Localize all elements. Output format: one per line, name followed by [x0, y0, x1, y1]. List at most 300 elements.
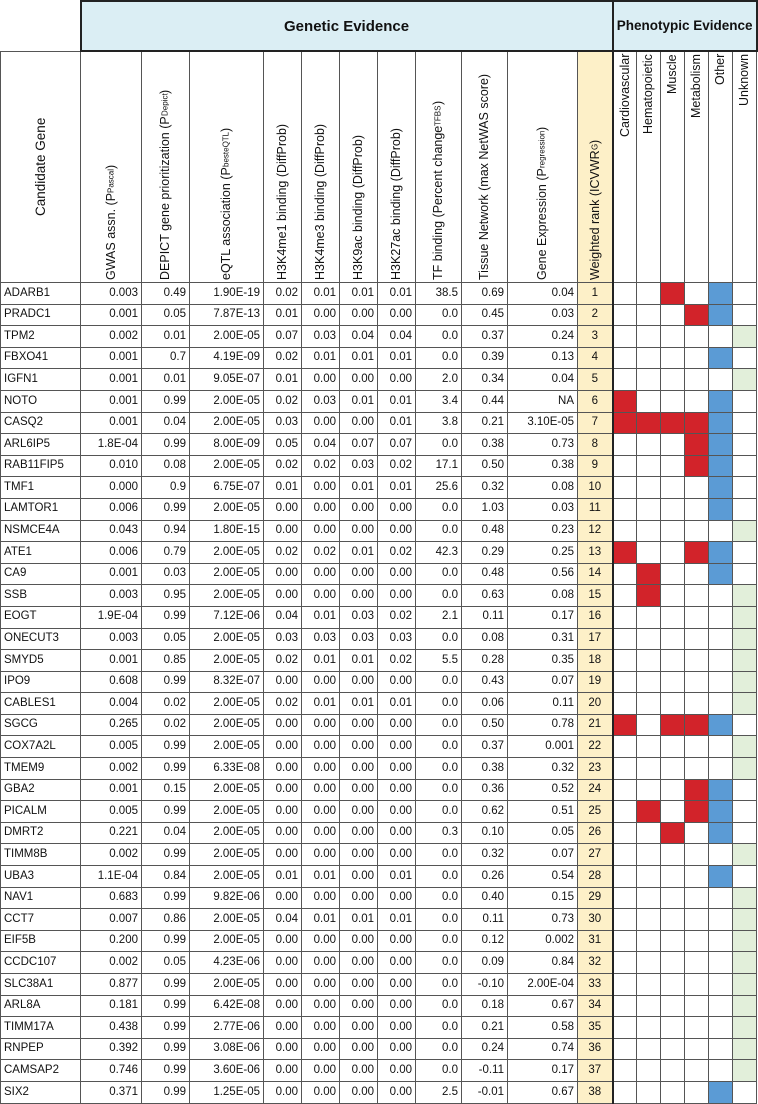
- gene-name-cell: SLC38A1: [1, 974, 81, 996]
- phenotype-cell-cardiovascular: [613, 498, 637, 520]
- phenotype-cell-cardiovascular: [613, 1017, 637, 1039]
- value-cell: 0.48: [462, 563, 508, 585]
- gene-name-cell: ONECUT3: [1, 628, 81, 650]
- column-header-label: [158, 54, 172, 280]
- value-cell: 0.49: [142, 283, 190, 305]
- phenotype-cell-other: [709, 974, 733, 996]
- phenotype-cell-hematopoietic: [637, 628, 661, 650]
- phenotype-cell-cardiovascular: [613, 909, 637, 931]
- value-cell: 0.01: [378, 347, 416, 369]
- phenotype-header-unknown: [733, 51, 757, 283]
- candidate-gene-header: [1, 51, 81, 283]
- weighted-rank-cell: 15: [578, 585, 613, 607]
- value-cell: 0.84: [142, 866, 190, 888]
- phenotype-cell-cardiovascular: [613, 1038, 637, 1060]
- value-cell: 0.34: [462, 369, 508, 391]
- phenotype-cell-unknown: [733, 434, 757, 456]
- value-cell: 0.006: [81, 498, 142, 520]
- phenotype-cell-unknown: [733, 498, 757, 520]
- phenotype-cell-muscle: [661, 498, 685, 520]
- value-cell: 0.05: [508, 822, 578, 844]
- phenotype-cell-metabolism: [685, 369, 709, 391]
- phenotype-cell-metabolism: [685, 693, 709, 715]
- column-header-label: [313, 54, 327, 280]
- value-cell: 0.00: [302, 1038, 340, 1060]
- phenotype-cell-muscle: [661, 930, 685, 952]
- phenotype-cell-unknown: [733, 1017, 757, 1039]
- value-cell: 0.86: [142, 909, 190, 931]
- phenotype-header-other: [709, 51, 733, 283]
- phenotype-cell-cardiovascular: [613, 563, 637, 585]
- value-cell: 25.6: [416, 477, 462, 499]
- phenotype-cell-cardiovascular: [613, 542, 637, 564]
- weighted-rank-cell: 29: [578, 887, 613, 909]
- phenotype-cell-other: [709, 326, 733, 348]
- value-cell: 0.371: [81, 1081, 142, 1103]
- value-cell: 0.02: [378, 650, 416, 672]
- gene-name-cell: LAMTOR1: [1, 498, 81, 520]
- phenotype-cell-hematopoietic: [637, 369, 661, 391]
- phenotype-cell-unknown: [733, 693, 757, 715]
- phenotype-cell-cardiovascular: [613, 801, 637, 823]
- value-cell: 0.00: [264, 520, 302, 542]
- phenotype-cell-hematopoietic: [637, 671, 661, 693]
- phenotype-cell-metabolism: [685, 758, 709, 780]
- value-cell: 0.0: [416, 866, 462, 888]
- weighted-rank-cell: 23: [578, 758, 613, 780]
- value-cell: 0.00: [264, 714, 302, 736]
- value-cell: 0.99: [142, 801, 190, 823]
- value-cell: 0.35: [508, 650, 578, 672]
- phenotype-cell-metabolism: [685, 304, 709, 326]
- value-cell: 0.00: [378, 995, 416, 1017]
- value-cell: 0.00: [378, 801, 416, 823]
- value-cell: 8.32E-07: [190, 671, 264, 693]
- value-cell: 0.01: [378, 390, 416, 412]
- value-cell: 0.05: [142, 628, 190, 650]
- value-cell: 0.00: [340, 930, 378, 952]
- value-cell: 0.002: [81, 758, 142, 780]
- value-cell: 0.00: [302, 477, 340, 499]
- value-cell: 2.00E-05: [190, 390, 264, 412]
- gene-name-cell: PRADC1: [1, 304, 81, 326]
- column-header-1: [142, 51, 190, 283]
- value-cell: 0.03: [302, 628, 340, 650]
- phenotype-cell-unknown: [733, 455, 757, 477]
- column-header-tail: ): [431, 101, 446, 106]
- gene-name-cell: GBA2: [1, 779, 81, 801]
- value-cell: 0.01: [302, 650, 340, 672]
- weighted-rank-cell: 4: [578, 347, 613, 369]
- table-row: [1, 390, 757, 412]
- weighted-rank-cell: 3: [578, 326, 613, 348]
- value-cell: 0.02: [378, 542, 416, 564]
- phenotype-cell-cardiovascular: [613, 974, 637, 996]
- value-cell: 38.5: [416, 283, 462, 305]
- value-cell: 0.38: [462, 758, 508, 780]
- phenotype-cell-metabolism: [685, 952, 709, 974]
- table-row: [1, 520, 757, 542]
- phenotype-cell-other: [709, 650, 733, 672]
- phenotype-cell-metabolism: [685, 736, 709, 758]
- value-cell: 0.00: [264, 758, 302, 780]
- value-cell: 0.29: [462, 542, 508, 564]
- value-cell: 0.00: [302, 1017, 340, 1039]
- phenotype-cell-hematopoietic: [637, 542, 661, 564]
- value-cell: 0.01: [142, 326, 190, 348]
- phenotype-cell-metabolism: [685, 326, 709, 348]
- value-cell: 0.50: [462, 714, 508, 736]
- value-cell: 0.21: [462, 1017, 508, 1039]
- weighted-rank-cell: 6: [578, 390, 613, 412]
- weighted-rank-cell: 35: [578, 1017, 613, 1039]
- phenotype-cell-other: [709, 1081, 733, 1103]
- phenotype-cell-muscle: [661, 866, 685, 888]
- value-cell: 0.07: [508, 671, 578, 693]
- value-cell: 0.00: [340, 758, 378, 780]
- value-cell: 2.00E-05: [190, 866, 264, 888]
- value-cell: 0.0: [416, 1038, 462, 1060]
- weighted-rank-cell: 14: [578, 563, 613, 585]
- value-cell: 0.56: [508, 563, 578, 585]
- value-cell: 0.15: [142, 779, 190, 801]
- value-cell: 0.00: [264, 1060, 302, 1082]
- value-cell: 2.00E-05: [190, 455, 264, 477]
- phenotype-cell-muscle: [661, 974, 685, 996]
- phenotype-cell-muscle: [661, 952, 685, 974]
- weighted-rank-cell: 12: [578, 520, 613, 542]
- phenotype-cell-cardiovascular: [613, 952, 637, 974]
- value-cell: 0.043: [81, 520, 142, 542]
- value-cell: 4.23E-06: [190, 952, 264, 974]
- value-cell: 0.11: [508, 693, 578, 715]
- gene-name-cell: ADARB1: [1, 283, 81, 305]
- value-cell: 0.001: [81, 779, 142, 801]
- column-header-0: [81, 51, 142, 283]
- value-cell: 2.0: [416, 369, 462, 391]
- value-cell: 0.0: [416, 844, 462, 866]
- phenotype-cell-muscle: [661, 714, 685, 736]
- value-cell: 0.00: [302, 412, 340, 434]
- value-cell: 0.221: [81, 822, 142, 844]
- corner-blank: [1, 1, 81, 51]
- table-row: [1, 369, 757, 391]
- value-cell: 0.31: [508, 628, 578, 650]
- table-row: [1, 283, 757, 305]
- value-cell: 0.00: [302, 520, 340, 542]
- value-cell: 0.95: [142, 585, 190, 607]
- gene-name-cell: CASQ2: [1, 412, 81, 434]
- column-header-tail: ): [587, 139, 602, 145]
- phenotype-cell-unknown: [733, 952, 757, 974]
- value-cell: 0.40: [462, 887, 508, 909]
- phenotype-cell-metabolism: [685, 887, 709, 909]
- gene-name-cell: ARL6IP5: [1, 434, 81, 456]
- value-cell: 0.0: [416, 520, 462, 542]
- phenotype-cell-other: [709, 563, 733, 585]
- value-cell: 0.00: [264, 1038, 302, 1060]
- phenotype-cell-hematopoietic: [637, 304, 661, 326]
- value-cell: 0.03: [302, 390, 340, 412]
- column-header-label: [389, 54, 403, 280]
- value-cell: 0.00: [264, 974, 302, 996]
- phenotype-header-label: Unknown: [737, 54, 752, 107]
- phenotype-cell-cardiovascular: [613, 455, 637, 477]
- phenotype-cell-hematopoietic: [637, 1081, 661, 1103]
- value-cell: 0.00: [378, 758, 416, 780]
- value-cell: 0.01: [264, 369, 302, 391]
- table-row: [1, 1060, 757, 1082]
- value-cell: 0.00: [340, 714, 378, 736]
- value-cell: 0.00: [378, 736, 416, 758]
- value-cell: 0.00: [264, 887, 302, 909]
- value-cell: 0.00: [340, 1038, 378, 1060]
- gene-name-cell: TIMM8B: [1, 844, 81, 866]
- table-row: [1, 412, 757, 434]
- phenotype-cell-metabolism: [685, 671, 709, 693]
- column-header-label: [477, 54, 491, 280]
- value-cell: 0.9: [142, 477, 190, 499]
- value-cell: 0.01: [340, 390, 378, 412]
- gene-name-cell: TIMM17A: [1, 1017, 81, 1039]
- phenotype-cell-unknown: [733, 974, 757, 996]
- phenotype-cell-muscle: [661, 671, 685, 693]
- table-row: [1, 434, 757, 456]
- weighted-rank-cell: 25: [578, 801, 613, 823]
- phenotype-cell-muscle: [661, 1081, 685, 1103]
- phenotype-cell-muscle: [661, 1038, 685, 1060]
- column-header-label: [535, 54, 549, 280]
- value-cell: 0.001: [81, 369, 142, 391]
- value-cell: 2.5: [416, 1081, 462, 1103]
- phenotype-cell-metabolism: [685, 1060, 709, 1082]
- phenotype-cell-other: [709, 347, 733, 369]
- value-cell: 0.00: [378, 498, 416, 520]
- value-cell: 0.00: [302, 304, 340, 326]
- value-cell: 0.17: [508, 1060, 578, 1082]
- phenotype-cell-muscle: [661, 606, 685, 628]
- value-cell: 6.42E-08: [190, 995, 264, 1017]
- value-cell: 2.00E-04: [508, 974, 578, 996]
- column-header-7: [416, 51, 462, 283]
- phenotype-cell-hematopoietic: [637, 585, 661, 607]
- value-cell: 0.877: [81, 974, 142, 996]
- phenotype-cell-other: [709, 434, 733, 456]
- value-cell: 0.03: [264, 412, 302, 434]
- value-cell: 0.01: [302, 909, 340, 931]
- value-cell: 0.00: [378, 822, 416, 844]
- value-cell: 0.00: [264, 930, 302, 952]
- value-cell: 0.002: [81, 326, 142, 348]
- value-cell: 1.90E-19: [190, 283, 264, 305]
- phenotype-cell-hematopoietic: [637, 606, 661, 628]
- gene-name-cell: ATE1: [1, 542, 81, 564]
- weighted-rank-cell: 32: [578, 952, 613, 974]
- phenotype-cell-metabolism: [685, 974, 709, 996]
- weighted-rank-cell: 22: [578, 736, 613, 758]
- phenotype-cell-cardiovascular: [613, 347, 637, 369]
- value-cell: 0.39: [462, 347, 508, 369]
- value-cell: 1.8E-04: [81, 434, 142, 456]
- gene-name-cell: EOGT: [1, 606, 81, 628]
- phenotype-header-muscle: [661, 51, 685, 283]
- table-row: [1, 650, 757, 672]
- phenotype-cell-unknown: [733, 822, 757, 844]
- gene-name-cell: SSB: [1, 585, 81, 607]
- value-cell: 0.00: [378, 844, 416, 866]
- value-cell: 0.01: [340, 542, 378, 564]
- value-cell: 9.05E-07: [190, 369, 264, 391]
- value-cell: 0.0: [416, 693, 462, 715]
- phenotype-cell-hematopoietic: [637, 347, 661, 369]
- value-cell: 0.18: [462, 995, 508, 1017]
- column-header-text: H3K4me1 binding (DiffProb): [275, 123, 290, 280]
- phenotype-cell-metabolism: [685, 606, 709, 628]
- phenotype-cell-other: [709, 779, 733, 801]
- phenotype-cell-unknown: [733, 520, 757, 542]
- phenotype-header-label: Metabolism: [689, 54, 704, 118]
- phenotype-cell-unknown: [733, 283, 757, 305]
- phenotype-cell-metabolism: [685, 909, 709, 931]
- gene-name-cell: NSMCE4A: [1, 520, 81, 542]
- value-cell: 0.02: [264, 390, 302, 412]
- weighted-rank-cell: 30: [578, 909, 613, 931]
- gene-name-cell: RAB11FIP5: [1, 455, 81, 477]
- gene-name-cell: IPO9: [1, 671, 81, 693]
- phenotype-cell-unknown: [733, 909, 757, 931]
- value-cell: 0.00: [378, 779, 416, 801]
- value-cell: 0.0: [416, 498, 462, 520]
- value-cell: 0.01: [302, 866, 340, 888]
- value-cell: 0.00: [264, 1017, 302, 1039]
- phenotypic-evidence-title: Phenotypic Evidence: [613, 1, 757, 51]
- value-cell: 0.99: [142, 887, 190, 909]
- phenotype-cell-other: [709, 952, 733, 974]
- value-cell: 0.32: [508, 758, 578, 780]
- value-cell: 0.02: [264, 455, 302, 477]
- phenotype-cell-cardiovascular: [613, 671, 637, 693]
- value-cell: 0.51: [508, 801, 578, 823]
- phenotype-cell-unknown: [733, 326, 757, 348]
- phenotype-cell-unknown: [733, 563, 757, 585]
- phenotype-cell-muscle: [661, 844, 685, 866]
- column-header-subscript: regression: [537, 130, 547, 169]
- phenotype-cell-unknown: [733, 585, 757, 607]
- phenotype-cell-unknown: [733, 1038, 757, 1060]
- weighted-rank-cell: 1: [578, 283, 613, 305]
- value-cell: 0.010: [81, 455, 142, 477]
- value-cell: 0.03: [378, 628, 416, 650]
- phenotype-cell-cardiovascular: [613, 779, 637, 801]
- phenotype-cell-other: [709, 1060, 733, 1082]
- value-cell: 2.00E-05: [190, 736, 264, 758]
- value-cell: 0.0: [416, 714, 462, 736]
- value-cell: 2.00E-05: [190, 779, 264, 801]
- value-cell: 0.3: [416, 822, 462, 844]
- value-cell: 0.69: [462, 283, 508, 305]
- gene-name-cell: RNPEP: [1, 1038, 81, 1060]
- phenotype-cell-cardiovascular: [613, 628, 637, 650]
- phenotype-cell-muscle: [661, 412, 685, 434]
- phenotype-cell-muscle: [661, 455, 685, 477]
- value-cell: 0.00: [378, 671, 416, 693]
- value-cell: 0.00: [378, 1038, 416, 1060]
- value-cell: 0.00: [340, 1060, 378, 1082]
- phenotype-cell-hematopoietic: [637, 693, 661, 715]
- phenotype-cell-cardiovascular: [613, 822, 637, 844]
- phenotype-header-label: Other: [713, 54, 728, 86]
- value-cell: 6.75E-07: [190, 477, 264, 499]
- table-row: [1, 844, 757, 866]
- phenotype-cell-muscle: [661, 887, 685, 909]
- phenotype-cell-cardiovascular: [613, 585, 637, 607]
- weighted-rank-cell: 5: [578, 369, 613, 391]
- value-cell: 0.0: [416, 758, 462, 780]
- value-cell: 0.02: [264, 542, 302, 564]
- value-cell: 0.08: [508, 585, 578, 607]
- weighted-rank-cell: 18: [578, 650, 613, 672]
- value-cell: 0.00: [264, 671, 302, 693]
- value-cell: 0.0: [416, 563, 462, 585]
- phenotype-cell-hematopoietic: [637, 909, 661, 931]
- table-row: [1, 822, 757, 844]
- value-cell: 0.00: [302, 498, 340, 520]
- value-cell: 0.00: [378, 952, 416, 974]
- phenotype-cell-muscle: [661, 563, 685, 585]
- phenotype-cell-unknown: [733, 758, 757, 780]
- value-cell: 0.01: [340, 283, 378, 305]
- value-cell: 0.01: [264, 866, 302, 888]
- value-cell: 0.04: [142, 822, 190, 844]
- phenotype-cell-hematopoietic: [637, 477, 661, 499]
- weighted-rank-cell: 38: [578, 1081, 613, 1103]
- value-cell: 0.01: [378, 866, 416, 888]
- value-cell: 2.00E-05: [190, 628, 264, 650]
- value-cell: 0.01: [340, 477, 378, 499]
- value-cell: 0.00: [302, 736, 340, 758]
- phenotype-cell-other: [709, 390, 733, 412]
- value-cell: 0.24: [508, 326, 578, 348]
- phenotype-cell-muscle: [661, 650, 685, 672]
- value-cell: 0.00: [340, 563, 378, 585]
- phenotype-cell-muscle: [661, 758, 685, 780]
- value-cell: 0.746: [81, 1060, 142, 1082]
- value-cell: 0.00: [302, 779, 340, 801]
- value-cell: 0.13: [508, 347, 578, 369]
- phenotype-cell-cardiovascular: [613, 1060, 637, 1082]
- value-cell: 0.00: [340, 498, 378, 520]
- gene-name-cell: EIF5B: [1, 930, 81, 952]
- value-cell: 0.00: [378, 887, 416, 909]
- value-cell: 0.01: [378, 477, 416, 499]
- value-cell: 0.02: [264, 693, 302, 715]
- value-cell: 0.00: [340, 369, 378, 391]
- section-header-row: [1, 1, 757, 51]
- value-cell: 0.99: [142, 498, 190, 520]
- value-cell: 2.00E-05: [190, 974, 264, 996]
- phenotype-cell-cardiovascular: [613, 1081, 637, 1103]
- phenotype-cell-hematopoietic: [637, 434, 661, 456]
- value-cell: 0.36: [462, 779, 508, 801]
- phenotype-cell-hematopoietic: [637, 650, 661, 672]
- value-cell: 0.00: [378, 369, 416, 391]
- value-cell: 0.00: [302, 1060, 340, 1082]
- value-cell: 2.00E-05: [190, 498, 264, 520]
- table-row: [1, 995, 757, 1017]
- phenotype-cell-hematopoietic: [637, 779, 661, 801]
- value-cell: 0.07: [378, 434, 416, 456]
- column-header-subscript: Pascal: [106, 168, 116, 193]
